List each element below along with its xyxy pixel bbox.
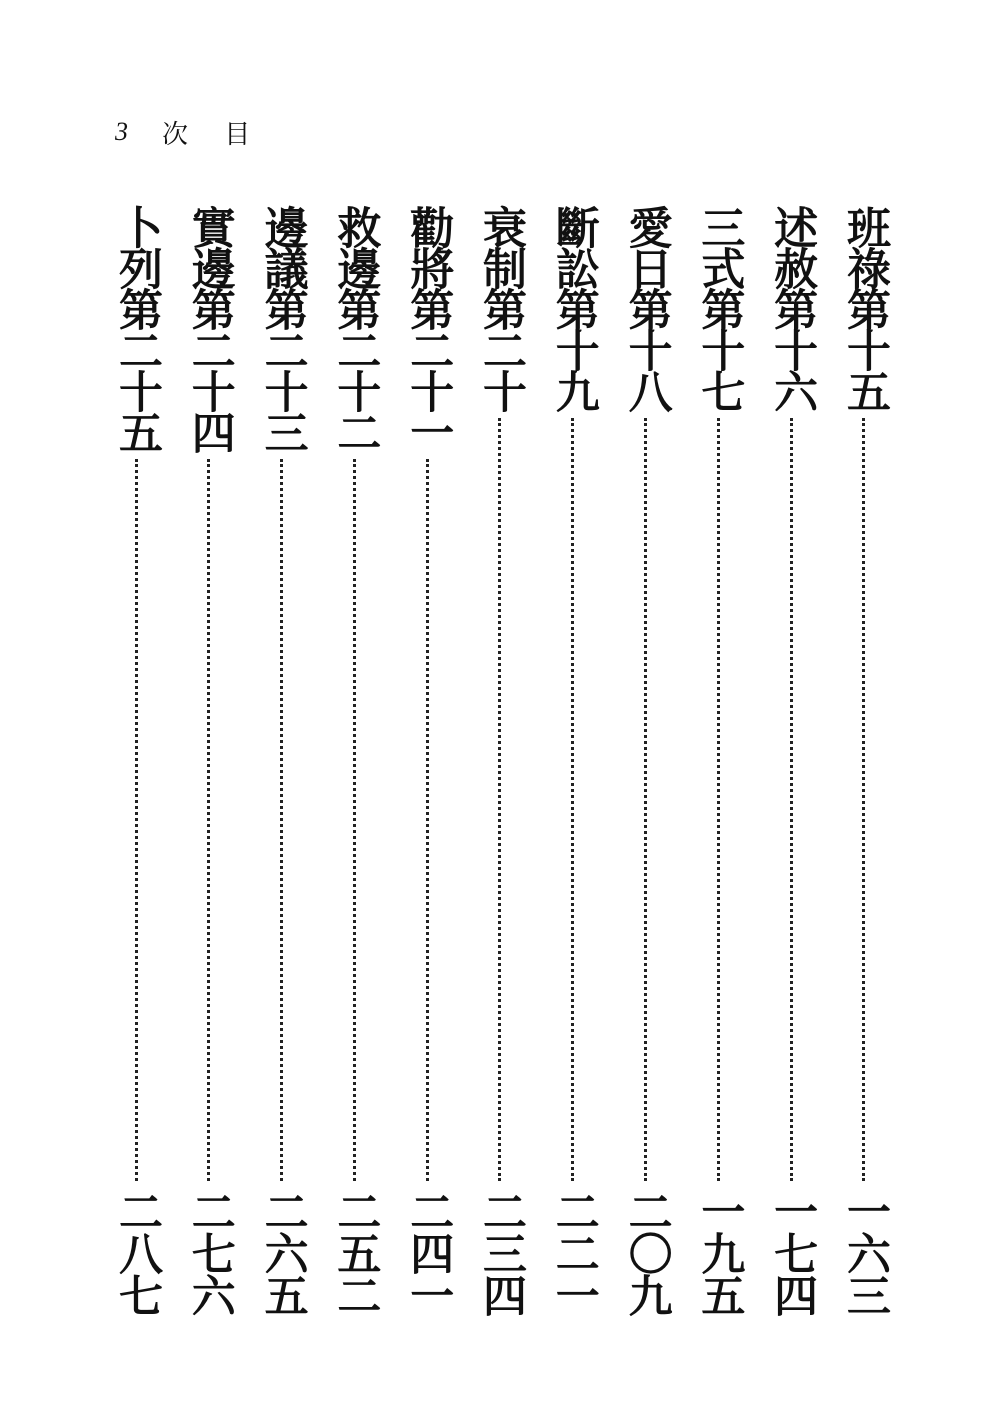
toc-entry-page: 一九五	[693, 1189, 745, 1315]
toc-entry	[391, 205, 463, 1315]
toc-entry-title: 勸將第二十一	[402, 205, 454, 451]
dot-leader	[862, 418, 865, 1181]
toc-entry	[682, 205, 754, 1315]
toc-entry-title: 實邊第二十四	[183, 205, 235, 451]
toc-entry-title: 斷訟第十九	[547, 205, 599, 410]
dot-leader	[498, 418, 501, 1181]
toc-entry	[100, 205, 172, 1315]
header-title-char: 目	[224, 119, 251, 150]
toc-entry-page: 二〇九	[620, 1189, 672, 1315]
toc-entry	[610, 205, 682, 1315]
toc-entry-page: 二四一	[402, 1189, 454, 1315]
toc-entry	[318, 205, 390, 1315]
toc-entry-page: 二二一	[547, 1189, 599, 1315]
toc-entry-page: 二六五	[256, 1189, 308, 1315]
dot-leader	[280, 459, 283, 1181]
toc-entry-title: 班祿第十五	[838, 205, 890, 410]
dot-leader	[717, 418, 720, 1181]
toc-entry-title: 卜列第二十五	[111, 205, 162, 451]
dot-leader	[135, 459, 138, 1181]
toc-entry-title: 衰制第二十	[474, 205, 526, 410]
toc-entry-page: 一七四	[766, 1189, 818, 1315]
toc-entry-page: 二七六	[183, 1189, 235, 1315]
header-title-char: 次	[162, 119, 189, 150]
dot-leader	[353, 459, 356, 1181]
header-title	[162, 114, 278, 151]
dot-leader	[644, 418, 647, 1181]
toc-entry	[537, 205, 609, 1315]
page-number: 3	[115, 117, 128, 146]
toc-entry-page: 二八七	[111, 1189, 162, 1315]
toc-entry	[464, 205, 536, 1315]
running-header	[115, 112, 278, 152]
toc-entry	[755, 205, 827, 1315]
toc-entry-title: 邊議第二十三	[256, 205, 308, 451]
toc-entry-title: 述赦第十六	[766, 205, 818, 410]
toc-entry	[173, 205, 245, 1315]
toc-entry-title: 愛日第十八	[620, 205, 672, 410]
toc-entry	[246, 205, 318, 1315]
toc-entry-page: 一六三	[838, 1189, 890, 1315]
toc-entry	[828, 205, 900, 1315]
dot-leader	[790, 418, 793, 1181]
dot-leader	[207, 459, 210, 1181]
toc-entry-title: 救邊第二十二	[329, 205, 381, 451]
toc-entry-page: 二五二	[329, 1189, 381, 1315]
toc-entry-title: 三式第十七	[693, 205, 745, 410]
dot-leader	[426, 459, 429, 1181]
toc-entry-page: 二三四	[474, 1189, 526, 1315]
table-of-contents	[100, 205, 900, 1315]
dot-leader	[571, 418, 574, 1181]
